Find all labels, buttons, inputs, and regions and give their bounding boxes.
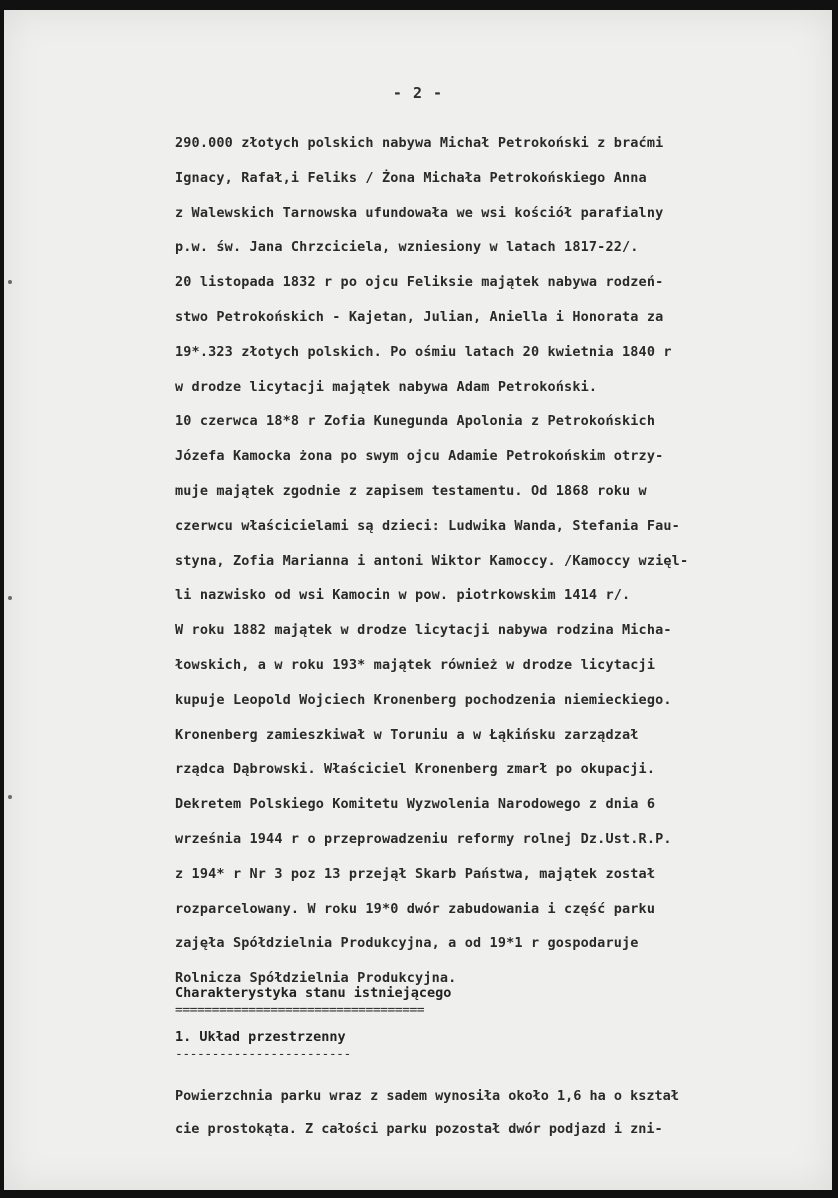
typewritten-page [4,10,832,1190]
text-line: p.w. św. Jana Chrzciciela, wzniesiony w latach 1817-22/. [175,239,639,256]
text-line: z 194* r Nr 3 poz 13 przejął Skarb Państwa, majątek został [175,865,656,882]
text-line: 19*.323 złotych polskich. Po ośmiu latach 20 kwietnia 1840 r [175,343,672,360]
section-underline: ================================== [175,1006,425,1016]
text-line: muje majątek zgodnie z zapisem testamentu. Od 1868 roku w [175,482,647,499]
text-line: z Walewskich Tarnowska ufundowała we wsi kościół parafialny [175,204,664,221]
text-line: 20 listopada 1832 r po ojcu Feliksie majątek nabywa rodzeń- [175,274,664,291]
text-line: Dekretem Polskiego Komitetu Wyzwolenia Narodowego z dnia 6 [175,796,656,813]
text-line: kupuje Leopold Wojciech Kronenberg pochodzenia niemieckiego. [175,691,672,708]
subsection-underline: ------------------------ [175,1050,351,1060]
page-number: - 2 - [392,84,444,102]
text-line: W roku 1882 majątek w drodze licytacji nabywa rodzina Micha- [175,622,672,639]
punch-mark [8,795,12,799]
text-line: styna, Zofia Marianna i antoni Wiktor Kamoccy. /Kamoccy wzięl- [175,552,689,569]
text-line: 10 czerwca 18*8 r Zofia Kunegunda Apolonia z Petrokońskich [175,413,656,430]
text-line: cie prostokąta. Z całości parku pozostał dwór podjazd i zni- [175,1121,663,1137]
punch-mark [8,596,12,600]
closing-paragraph [175,1080,825,1146]
text-line: w drodze licytacji majątek nabywa Adam Petrokoński. [175,378,598,395]
text-line: łowskich, a w roku 193* majątek również w drodze licytacji [175,656,656,673]
text-line: rządca Dąbrowski. Właściciel Kronenberg zmarł po okupacji. [175,761,656,778]
text-line: Rolnicza Spółdzielnia Produkcyjna. [175,970,457,987]
punch-mark [8,280,12,284]
text-line: Ignacy, Rafał,i Feliks / Żona Michała Petrokońskiego Anna [175,169,647,186]
text-line: 290.000 złotych polskich nabywa Michał Petrokoński z braćmi [175,135,664,151]
text-line: stwo Petrokońskich - Kajetan, Julian, Aniella i Honorata za [175,308,664,325]
text-line: czerwcu właścicielami są dzieci: Ludwika Wanda, Stefania Fau- [175,517,680,534]
section-heading: Charakterystyka stanu istniejącego [175,985,452,1001]
text-line: Kronenberg zamieszkiwał w Toruniu a w Łąkińsku zarządzał [175,726,639,743]
subsection-heading: 1. Układ przestrzenny [175,1029,346,1045]
history-paragraph [175,126,815,996]
text-line: Józefa Kamocka żona po swym ojcu Adamie Petrokońskim otrzy- [175,448,664,465]
text-line: Powierzchnia parku wraz z sadem wynosiła około 1,6 ha o kształ [175,1088,679,1104]
text-line: li nazwisko od wsi Kamocin w pow. piotrkowskim 1414 r/. [175,587,631,604]
text-line: rozparcelowany. W roku 19*0 dwór zabudowania i część parku [175,900,656,917]
text-line: zajęła Spółdzielnia Produkcyjna, a od 19*1 r gospodaruje [175,935,639,952]
text-line: września 1944 r o przeprowadzeniu reformy rolnej Dz.Ust.R.P. [175,830,672,847]
